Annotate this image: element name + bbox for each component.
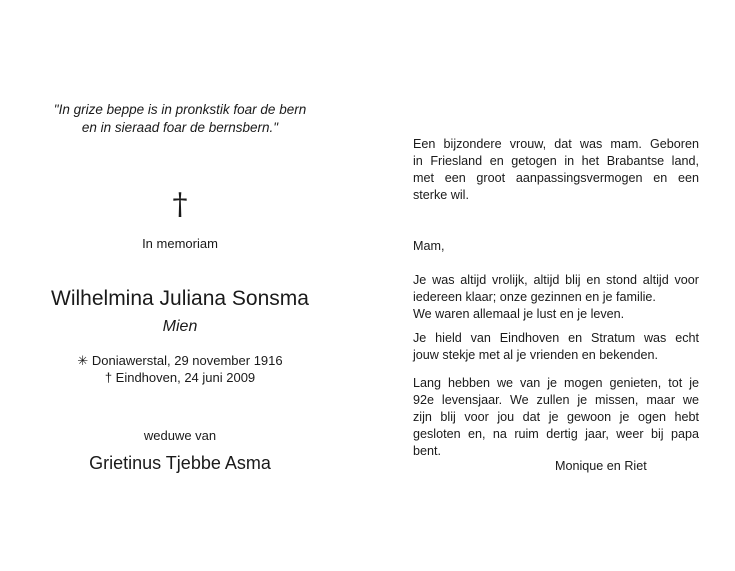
spouse-name: Grietinus Tjebbe Asma: [89, 453, 271, 473]
frisian-quote: [30, 101, 330, 137]
left-page: [0, 0, 360, 571]
text-line: zijn blij voor jou dat je gewoon je ogen hebt: [413, 410, 699, 424]
right-page: [413, 0, 699, 571]
in-memoriam-label: In memoriam: [142, 236, 218, 251]
signature: Monique en Riet: [555, 459, 647, 473]
paragraph-1: [413, 272, 699, 323]
salutation-text: Mam,: [413, 239, 445, 253]
text-line: met een groot aanpassingsvermogen en een: [413, 171, 699, 185]
text-line: 92e levensjaar. We zullen je missen, maar we: [413, 393, 699, 407]
birth-line: ✳ Doniawerstal, 29 november 1916: [77, 353, 283, 368]
cross-icon: †: [172, 187, 188, 222]
death-line: † Eindhoven, 24 juni 2009: [104, 370, 256, 385]
intro-paragraph: [413, 136, 699, 204]
deceased-nickname: Mien: [162, 318, 198, 335]
text-line: We waren allemaal je lust en je leven.: [413, 307, 625, 321]
quote-line: "In grize beppe is in pronkstik foar de bern: [53, 102, 307, 117]
text-line: Je was altijd vrolijk, altijd blij en stond altijd voor: [413, 273, 699, 287]
text-line: gesloten en, na ruim dertig jaar, weer bij papa: [413, 427, 699, 441]
paragraph-2: [413, 330, 699, 364]
text-line: Je hield van Eindhoven en Stratum was echt: [413, 331, 699, 345]
text-line: in Friesland en getogen in het Brabantse land,: [413, 154, 699, 168]
deceased-full-name: Wilhelmina Juliana Sonsma: [51, 287, 309, 310]
salutation: [413, 238, 699, 255]
text-line: jouw stekje met al je vrienden en bekenden.: [413, 348, 659, 362]
widow-of-label: weduwe van: [143, 428, 217, 443]
text-line: Een bijzondere vrouw, dat was mam. Geboren: [413, 137, 699, 151]
text-line: iedereen klaar; onze gezinnen en je familie.: [413, 290, 656, 304]
quote-line: en in sieraad foar de bernsbern.": [81, 120, 279, 135]
text-line: bent.: [413, 444, 442, 458]
text-line: sterke wil.: [413, 188, 469, 202]
text-line: Lang hebben we van je mogen genieten, tot je: [413, 376, 699, 390]
paragraph-3: [413, 375, 699, 460]
life-dates: [60, 352, 300, 386]
